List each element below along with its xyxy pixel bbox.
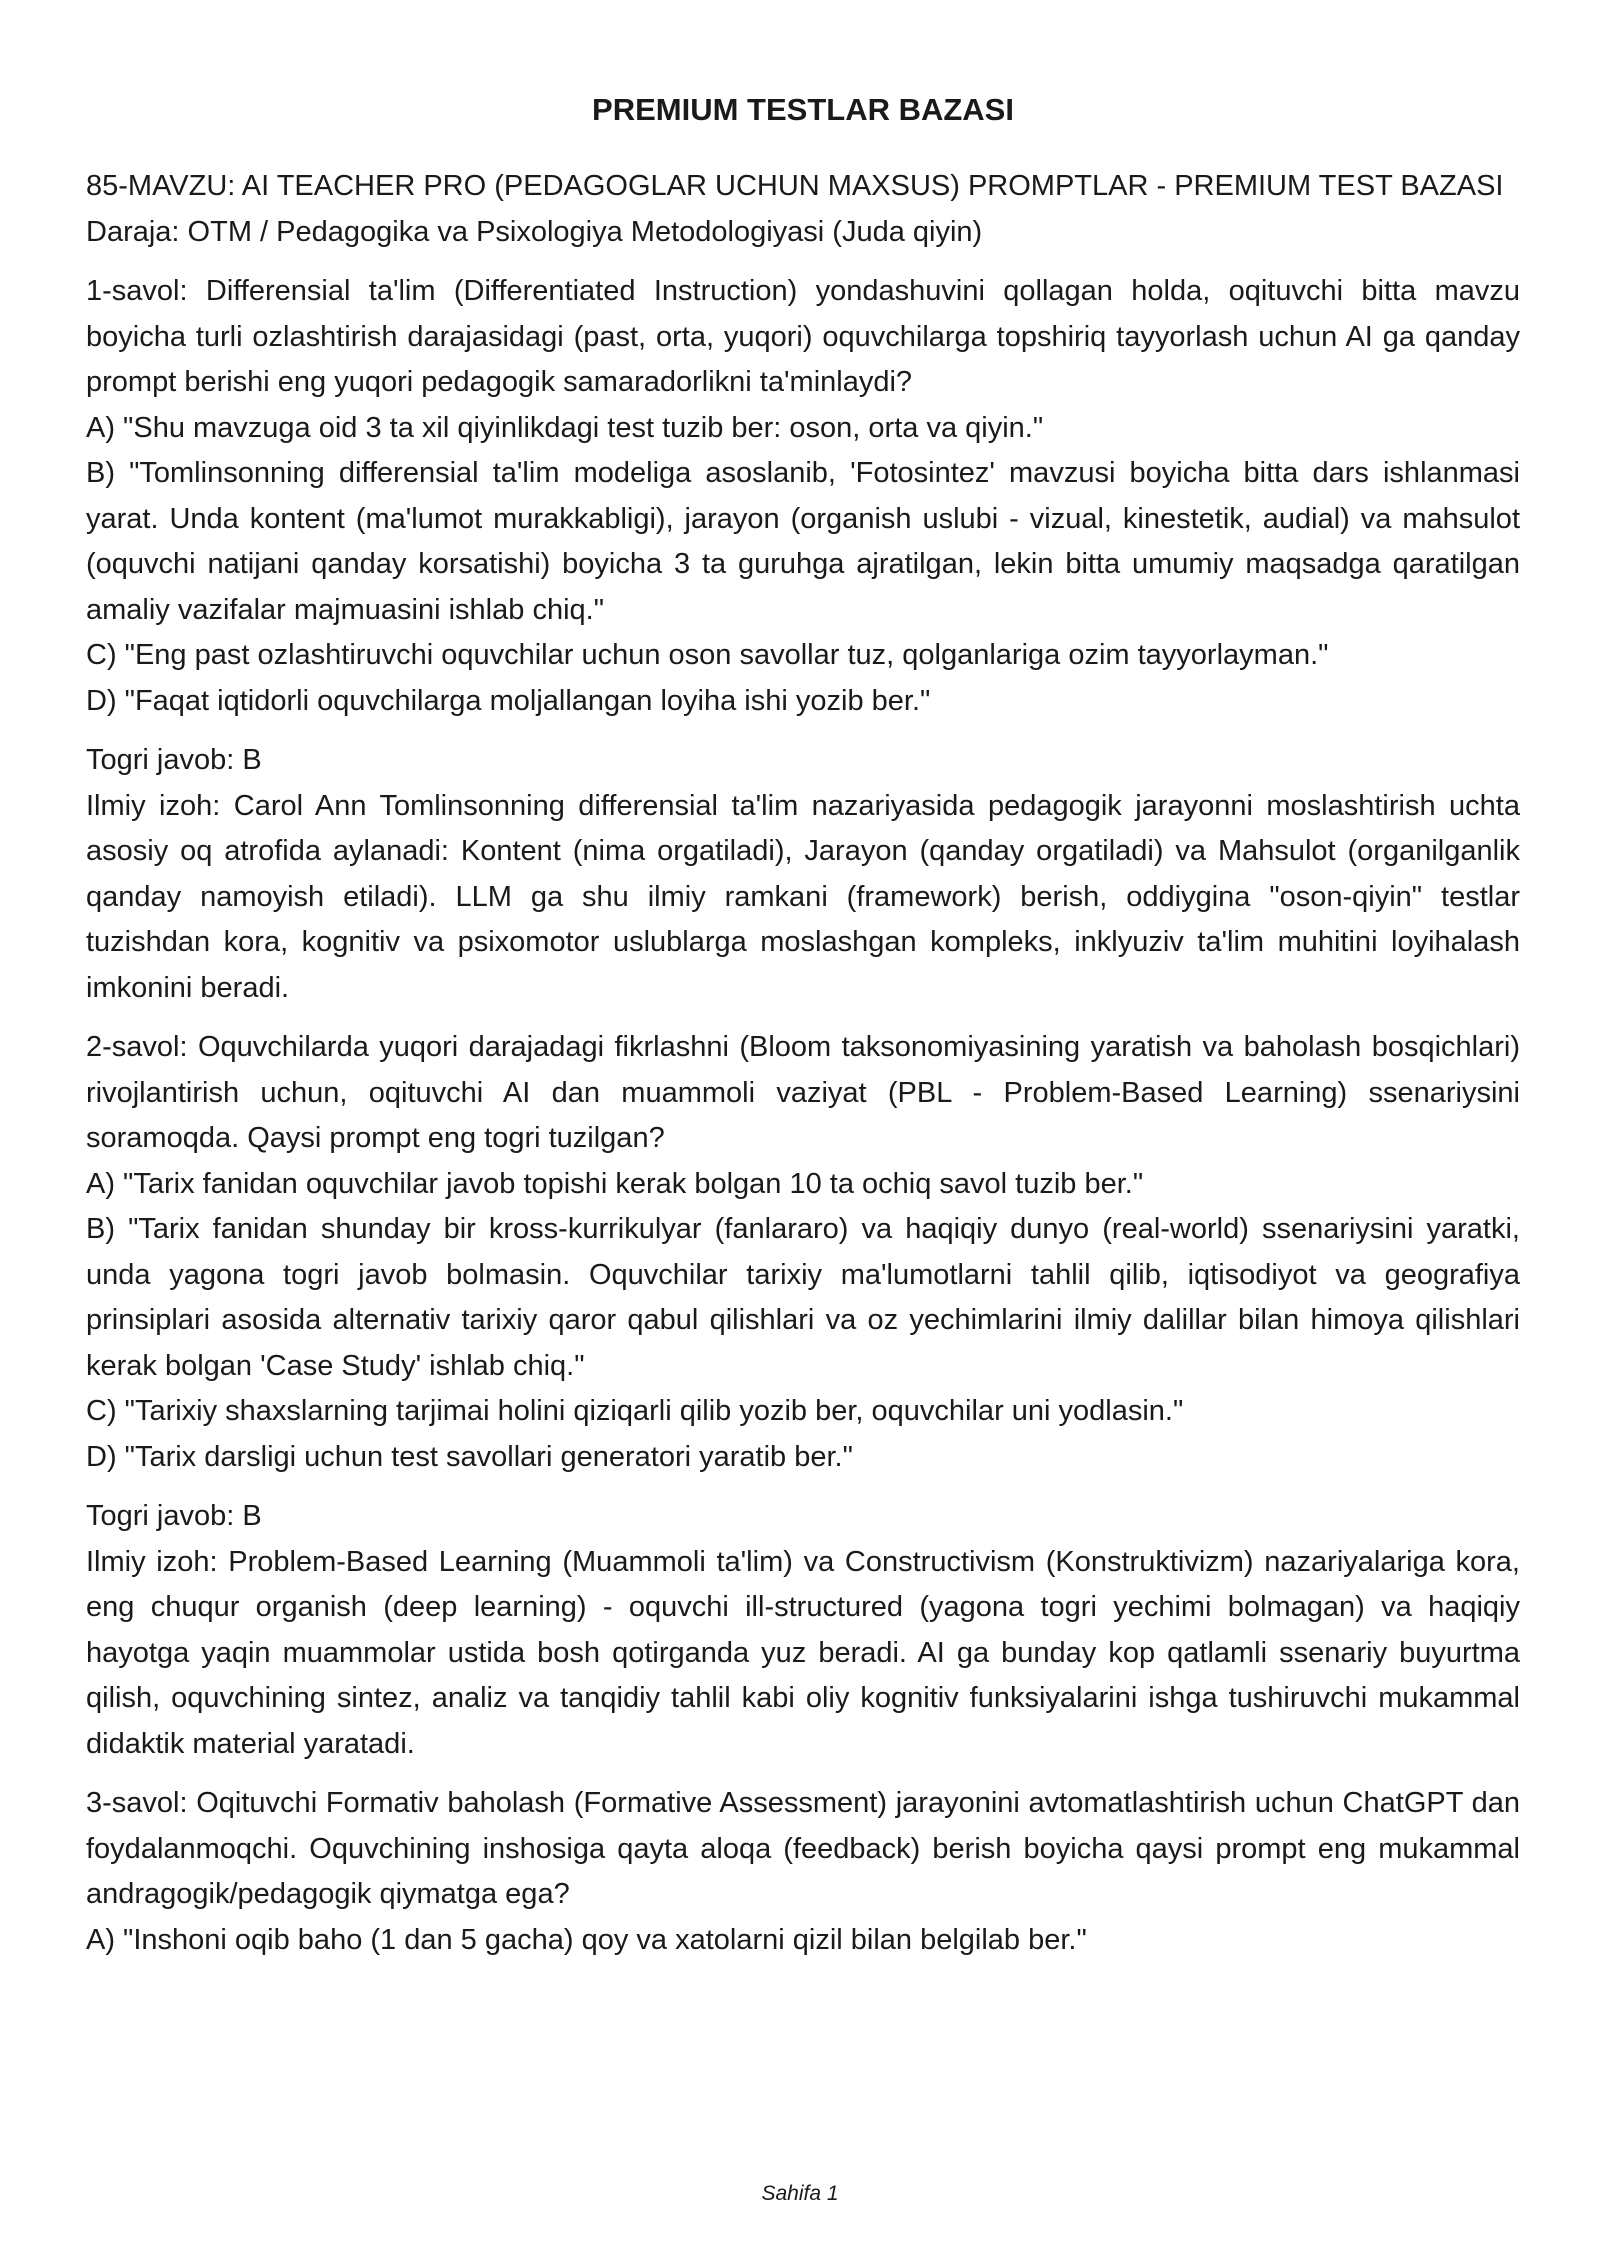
question-text: 3-savol: Oqituvchi Formativ baholash (Formative Assessment) jarayonini avtomatlashtirish uchun ChatGPT dan foydalanmoqchi. Oquvchining inshosiga qayta aloqa (feedback) berish boyicha qaysi prompt eng mukammal andragogik/pedagogik qiymatga ega? xyxy=(86,1787,1520,1910)
option-a: A) "Shu mavzuga oid 3 ta xil qiyinlikdagi test tuzib ber: oson, orta va qiyin." xyxy=(86,411,1044,444)
correct-answer: Togri javob: B xyxy=(86,744,262,776)
question-block-3 xyxy=(86,1781,1520,1963)
option-b: B) "Tomlinsonning differensial ta'lim modeliga asoslanib, 'Fotosintez' mavzusi boyicha bitta dars ishlanmasi yarat. Unda kontent (ma'lumot murakkabligi), jarayon (organish uslubi - vizual, kinestetik, audial) va mahsulot (oquvchi natijani qanday korsatishi) boyicha 3 ta guruhga ajratilgan, lekin bitta umumiy maqsadga qaratilgan amaliy vazifalar majmuasini ishlab chiq." xyxy=(86,457,1520,626)
topic-heading: 85-MAVZU: AI TEACHER PRO (PEDAGOGLAR UCHUN MAXSUS) PROMPTLAR - PREMIUM TEST BAZASI xyxy=(86,170,1504,202)
question-block-1 xyxy=(86,269,1520,724)
option-d: D) "Faqat iqtidorli oquvchilarga moljallangan loyiha ishi yozib ber." xyxy=(86,684,931,717)
option-c: C) "Eng past ozlashtiruvchi oquvchilar uchun oson savollar tuz, qolganlariga ozim tayyorlayman." xyxy=(86,639,1329,671)
answer-block-2 xyxy=(86,1494,1520,1767)
document-header xyxy=(86,164,1520,255)
option-d: D) "Tarix darsligi uchun test savollari generatori yaratib ber." xyxy=(86,1440,853,1473)
question-text: 2-savol: Oquvchilarda yuqori darajadagi fikrlashni (Bloom taksonomiyasining yaratish va baholash bosqichlari) rivojlantirish uchun, oqituvchi AI dan muammoli vaziyat (PBL - Problem-Based Learning) ssenariysini soramoqda. Qaysi prompt eng togri tuzilgan? xyxy=(86,1031,1520,1154)
option-c: C) "Tarixiy shaxslarning tarjimai holini qiziqarli qilib yozib ber, oquvchilar uni yodlasin." xyxy=(86,1395,1184,1427)
level-line: Daraja: OTM / Pedagogika va Psixologiya Metodologiyasi (Juda qiyin) xyxy=(86,215,983,248)
document-title: PREMIUM TESTLAR BAZASI xyxy=(592,92,1014,127)
explanation-text: Ilmiy izoh: Problem-Based Learning (Muammoli ta'lim) va Constructivism (Konstruktivizm) nazariyalariga kora, eng chuqur organish (deep learning) - oquvchi ill-structured (yagona togri yechimi bolmagan) va haqiqiy hayotga yaqin muammolar ustida bosh qotirganda yuz beradi. AI ga bunday kop qatlamli ssenariy buyurtma qilish, oquvchining sintez, analiz va tanqidiy tahlil kabi oliy kognitiv funksiyalarini ishga tushiruvchi mukammal didaktik material yaratadi. xyxy=(86,1545,1520,1760)
answer-block-1 xyxy=(86,738,1520,1011)
question-block-2 xyxy=(86,1025,1520,1480)
question-text: 1-savol: Differensial ta'lim (Differentiated Instruction) yondashuvini qollagan holda, oqituvchi bitta mavzu boyicha turli ozlashtirish darajasidagi (past, orta, yuqori) oquvchilarga topshiriq tayyorlash uchun AI ga qanday prompt berishi eng yuqori pedagogik samaradorlikni ta'minlaydi? xyxy=(86,275,1520,398)
option-a: A) "Tarix fanidan oquvchilar javob topishi kerak bolgan 10 ta ochiq savol tuzib ber." xyxy=(86,1167,1144,1200)
explanation-text: Ilmiy izoh: Carol Ann Tomlinsonning differensial ta'lim nazariyasida pedagogik jarayonni moslashtirish uchta asosiy oq atrofida aylanadi: Kontent (nima orgatiladi), Jarayon (qanday orgatiladi) va Mahsulot (organilganlik qanday namoyish etiladi). LLM ga shu ilmiy ramkani (framework) berish, oddiygina "oson-qiyin" testlar tuzishdan kora, kognitiv va psixomotor uslublarga moslashgan kompleks, inklyuziv ta'lim muhitini loyihalash imkonini beradi. xyxy=(86,789,1520,1004)
correct-answer: Togri javob: B xyxy=(86,1500,262,1532)
option-a: A) "Inshoni oqib baho (1 dan 5 gacha) qoy va xatolarni qizil bilan belgilab ber." xyxy=(86,1923,1087,1956)
page-number: Sahifa 1 xyxy=(761,2182,839,2205)
option-b: B) "Tarix fanidan shunday bir kross-kurrikulyar (fanlararo) va haqiqiy dunyo (real-world) ssenariysini yaratki, unda yagona togri javob bolmasin. Oquvchilar tarixiy ma'lumotlarni tahlil qilib, iqtisodiyot va geografiya prinsiplari asosida alternativ tarixiy qaror qabul qilishlari va oz yechimlarini ilmiy dalillar bilan himoya qilishlari kerak bolgan 'Case Study' ishlab chiq." xyxy=(86,1213,1520,1382)
